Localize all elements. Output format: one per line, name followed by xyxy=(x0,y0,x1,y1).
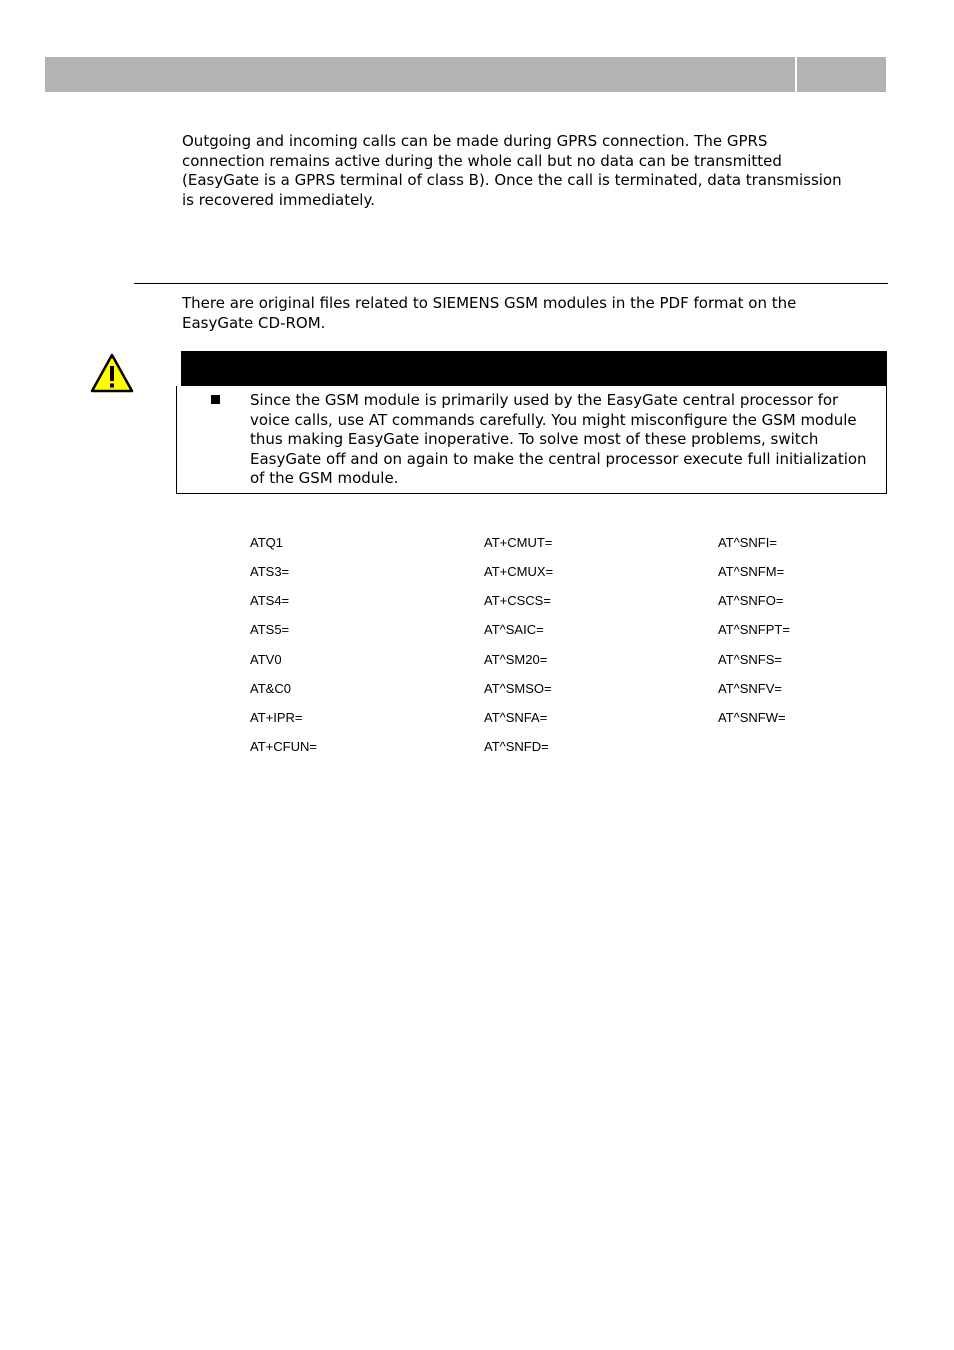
at-command-item: AT+CFUN= xyxy=(250,739,317,755)
at-command-item: AT+CMUX= xyxy=(484,564,554,580)
at-command-item: AT&C0 xyxy=(250,680,291,696)
intro-paragraph: Outgoing and incoming calls can be made during GPRS connection. The GPRS connection remains active during the whole call but no data can be transmitted (EasyGate is a GPRS terminal of class B). Once the call is terminated, data transmission is recovered immediately. xyxy=(182,132,842,209)
at-command-item: AT^SNFV= xyxy=(718,680,783,696)
at-command-item: AT^SNFD= xyxy=(484,739,549,755)
at-command-item: AT^SNFPT= xyxy=(718,622,790,638)
at-command-item: ATS5= xyxy=(250,622,290,638)
at-command-item: AT+CMUT= xyxy=(484,535,553,550)
at-command-item: AT^SM20= xyxy=(484,651,548,667)
at-command-item: AT^SNFI= xyxy=(718,535,777,550)
at-command-item: ATS4= xyxy=(250,593,290,609)
at-command-item: AT^SNFA= xyxy=(484,709,548,725)
documents-paragraph: There are original files related to SIEMENS GSM modules in the PDF format on the EasyGate CD-ROM. xyxy=(182,294,797,332)
at-command-item: AT^SNFO= xyxy=(718,593,784,609)
at-command-item: ATQ1 xyxy=(250,535,283,550)
warning-triangle-icon xyxy=(89,352,135,394)
at-command-item: AT+IPR= xyxy=(250,709,303,725)
section-divider xyxy=(134,283,888,284)
bullet-square-icon xyxy=(211,395,220,404)
warning-text: Since the GSM module is primarily used by the EasyGate central processor for voice calls, use AT commands carefully. You might misconfigure the GSM module thus making EasyGate inoperative. To solve most of these problems, switch EasyGate off and on again to make the central processor execute full initialization of the GSM module. xyxy=(250,391,867,487)
at-command-item: ATV0 xyxy=(250,651,282,667)
header-bar xyxy=(45,57,795,92)
at-command-item: AT^SMSO= xyxy=(484,680,552,696)
warning-header xyxy=(181,351,887,386)
at-command-item: AT^SNFS= xyxy=(718,651,783,667)
at-command-item: AT+CSCS= xyxy=(484,593,551,609)
at-command-item: AT^SNFM= xyxy=(718,564,785,580)
at-command-item: AT^SNFW= xyxy=(718,709,786,725)
header-page-box xyxy=(797,57,886,92)
at-command-item: ATS3= xyxy=(250,564,290,580)
at-command-item: AT^SAIC= xyxy=(484,622,544,638)
